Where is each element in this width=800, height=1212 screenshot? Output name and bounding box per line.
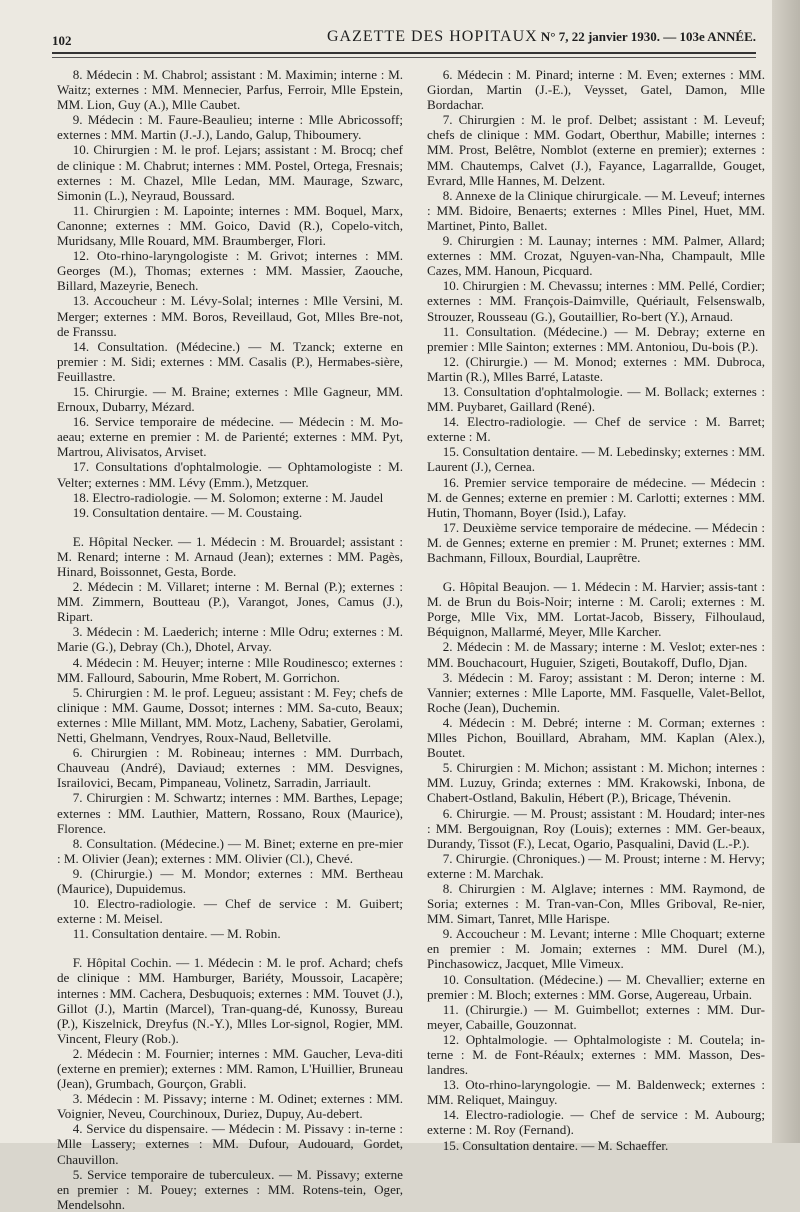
service-paragraph: 6. Médecin : M. Pinard; interne : M. Even; externes : MM. Giordan, Martin (J.-E.), Veysset, Gatel, Damon, Mlle Bordachar. — [427, 67, 765, 113]
service-paragraph: 9. Accoucheur : M. Levant; interne : Mlle Choquart; externe en premier : M. Jomain; externes : MM. Durel (M.), Pinchasowicz, Jacquet, Mlle Vimeux. — [427, 926, 765, 972]
service-paragraph: 9. Médecin : M. Faure-Beaulieu; interne : Mlle Abricossoff; externes : MM. Martin (J.-J.), Lando, Galup, Thiboumery. — [57, 112, 403, 143]
page-number: 102 — [52, 33, 72, 48]
service-paragraph: 7. Chirurgien : M. Schwartz; internes : MM. Barthes, Lepage; externes : MM. Lauthier, Mattern, Rossano, Roux (Maurice), Florence. — [57, 790, 403, 836]
service-paragraph: 11. (Chirurgie.) — M. Guimbellot; externes : MM. Dur-meyer, Cabaille, Gouzonnat. — [427, 1001, 765, 1032]
service-paragraph: 9. Chirurgien : M. Launay; internes : MM. Palmer, Allard; externes : MM. Crozat, Nguyen-van-Nha, Champault, Mlle Cazes, MM. Hanoun, Picquard. — [427, 233, 765, 279]
service-paragraph: 8. Annexe de la Clinique chirurgicale. — M. Leveuf; internes : MM. Bidoire, Benaerts; externes : Mlles Pinel, Huet, MM. Martinet, Pinto, Ballet. — [427, 187, 765, 233]
service-paragraph: 12. Oto-rhino-laryngologiste : M. Grivot; internes : MM. Georges (M.), Thomas; externes : MM. Massier, Zaouche, Billard, Mazeyrie, Benech. — [57, 248, 403, 294]
service-paragraph: 8. Chirurgien : M. Alglave; internes : MM. Raymond, de Soria; externes : M. Tran-van-Con, Mlles Griboval, Re-nier, MM. Simart, Tanret, Mlle Harispe. — [427, 880, 765, 927]
service-paragraph: 6. Chirurgie. — M. Proust; assistant : M. Houdard; inter-nes : MM. Bergouignan, Roy (Louis); externes : MM. Ger-beaux, Durandy, Tissot (F.), Lecat, Ogario, Pasqualini, David (L.-P.). — [427, 805, 765, 851]
service-paragraph: 11. Consultation dentaire. — M. Robin. — [72, 926, 281, 942]
header-rule — [52, 52, 756, 54]
service-paragraph: 16. Premier service temporaire de médecine. — Médecin : M. de Gennes; externe en premier : M. Carlotti; externes : MM. Hutin, Thomann, Boyer (Isid.), Lafay. — [427, 474, 765, 520]
service-paragraph: 2. Médecin : M. Villaret; interne : M. Bernal (P.); externes : MM. Zimmern, Boutteau (P.), Varangot, Jones, Camus (J.), Ripart. — [57, 579, 403, 625]
service-paragraph: 13. Oto-rhino-laryngologie. — M. Baldenweck; externes : MM. Reliquet, Mainguy. — [427, 1077, 765, 1108]
service-paragraph: 5. Chirurgien : M. Michon; assistant : M. Michon; internes : MM. Luzuy, Grinda; externes : MM. Krakowski, Inbona, de Chabert-Ostland, Bakulin, Hébert (P.), Bricage, Thévenin. — [427, 760, 765, 806]
service-paragraph: 15. Chirurgie. — M. Braine; externes : Mlle Gagneur, MM. Ernoux, Dubarry, Mézard. — [57, 383, 403, 415]
service-paragraph: 2. Médecin : M. de Massary; interne : M. Veslot; exter-nes : MM. Bouchacourt, Huguier, Szigeti, Boutakoff, Duflo, Djan. — [427, 639, 765, 670]
service-paragraph: 18. Electro-radiologie. — M. Solomon; externe : M. Jaudel — [72, 489, 384, 505]
service-paragraph: 12. (Chirurgie.) — M. Monod; externes : MM. Dubroca, Martin (R.), Mlles Barré, Lataste. — [427, 353, 765, 384]
service-paragraph: 8. Consultation. (Médecine.) — M. Binet; externe en pre-mier : M. Olivier (Jean); externes : MM. Olivier (Cl.), Chevé. — [57, 835, 403, 866]
service-paragraph: 14. Electro-radiologie. — Chef de service : M. Barret; externe : M. — [427, 414, 765, 445]
service-paragraph: 11. Chirurgien : M. Lapointe; internes : MM. Boquel, Marx, Canonne; externes : MM. Goico, David (R.), Copelo-vitch, Muridsany, Mlle Rouard, MM. Braumberger, Flori. — [57, 202, 403, 249]
service-paragraph: 4. Médecin : M. Heuyer; interne : Mlle Roudinesco; externes : MM. Fallourd, Sabourin, Mme Robert, M. Gorrichon. — [57, 654, 403, 685]
service-paragraph: 5. Chirurgien : M. le prof. Legueu; assistant : M. Fey; chefs de clinique : MM. Gaume, Dossot; internes : MM. Sa-cuto, Beaux; externes : Mlle Millant, MM. Motz, Lacheny, Sabatier, Gerolami, Netti, Ghelmann, Vendryes, Roux-Naud, Belletville. — [57, 684, 403, 746]
journal-title: GAZETTE DES HOPITAUX — [327, 28, 538, 45]
service-paragraph: 12. Ophtalmologie. — Ophtalmologiste : M. Coutela; in-terne : M. de Font-Réaulx; externes : MM. Masson, Des-landres. — [427, 1031, 765, 1078]
right-column — [427, 67, 765, 1153]
page-header — [52, 28, 756, 50]
header-rule-thin — [52, 57, 756, 58]
issue-info: N° 7, 22 janvier 1930. — 103e ANNÉE. — [540, 29, 756, 44]
service-paragraph: 6. Chirurgien : M. Robineau; internes : MM. Durrbach, Chauveau (André), Daviaud; externes : MM. Desvignes, Israilovici, Becam, Pimpaneau, Volinetz, Sarradin, Jarriault. — [57, 745, 403, 791]
service-paragraph: 3. Médecin : M. Laederich; interne : Mlle Odru; externes : M. Marie (G.), Debray (Ch.), Dhotel, Arvay. — [57, 624, 403, 655]
service-paragraph: 14. Electro-radiologie. — Chef de service : M. Aubourg; externe : M. Roy (Fernand). — [427, 1107, 765, 1138]
service-paragraph: 10. Chirurgien : M. le prof. Lejars; assistant : M. Brocq; chef de clinique : M. Chabrut; internes : MM. Postel, Ortega, Fresnais; externes : M. Chazel, Mlle Ledan, MM. Maurage, Szwarc, Simonin (L.), Neyraud, Boussard. — [57, 142, 403, 203]
page-edge — [772, 0, 800, 1143]
service-paragraph: 3. Médecin : M. Pissavy; interne : M. Odinet; externes : MM. Voignier, Neveu, Courchinoux, Duriez, Dupuy, Au-debert. — [57, 1091, 403, 1122]
hospital-section-paragraph: E. Hôpital Necker. — 1. Médecin : M. Brouardel; assistant : M. Renard; interne : M. Arnaud (Jean); externes : MM. Pagès, Hinard, Boissonnet, Gesta, Borde. — [57, 533, 403, 579]
left-column — [57, 67, 403, 1212]
service-paragraph: 16. Service temporaire de médecine. — Médecin : M. Mo-aeau; externe en premier : M. de Parienté; externes : MM. Pyt, Martrou, Alivisatos, Arviset. — [57, 414, 403, 460]
service-paragraph: 14. Consultation. (Médecine.) — M. Tzanck; externe en premier : M. Sidi; externes : MM. Casalis (P.), Hermabes-sière, Feuillastre. — [57, 338, 403, 384]
service-paragraph: 13. Accoucheur : M. Lévy-Solal; internes : Mlle Versini, M. Merger; externes : MM. Boros, Reveillaud, Got, Mlles Bre-not, de Franssu. — [57, 293, 403, 339]
service-paragraph: 17. Deuxième service temporaire de médecine. — Médecin : M. de Gennes; externe en premier : M. Prunet; externes : MM. Bachmann, Filloux, Bourdial, Lauprêtre. — [427, 519, 765, 565]
service-paragraph: 5. Service temporaire de tuberculeux. — M. Pissavy; externe en premier : M. Pouey; externes : MM. Rotens-tein, Oger, Mendelsohn. — [57, 1166, 403, 1212]
service-paragraph: 10. Consultation. (Médecine.) — M. Chevallier; externe en premier : M. Bloch; externes : MM. Gorse, Augereau, Urbain. — [427, 971, 765, 1002]
service-paragraph: 13. Consultation d'ophtalmologie. — M. Bollack; externes : MM. Puybaret, Gaillard (René). — [427, 383, 765, 415]
service-paragraph: 17. Consultations d'ophtalmologie. — Ophtamologiste : M. Velter; externes : MM. Lévy (Emm.), Metzquer. — [57, 459, 403, 490]
service-paragraph: 10. Electro-radiologie. — Chef de service : M. Guibert; externe : M. Meisel. — [57, 896, 403, 927]
hospital-section-paragraph: F. Hôpital Cochin. — 1. Médecin : M. le prof. Achard; chefs de clinique : MM. Hamburger, Bariéty, Moussoir, Lacapère; internes : MM. Cachera, Desbuquois; externes : MM. Touvet (J.), Gillot (J.), Martin (Marcel), Tran-quang-dé, Kunossy, Bureau (P.), Kiszelnick, Dreyfus (N.-Y.), Mlles Lor-signol, Rogier, MM. Vincent, Fleury (Rob.). — [57, 955, 403, 1046]
service-paragraph: 2. Médecin : M. Fournier; internes : MM. Gaucher, Leva-diti (externe en premier); externes : MM. Ramon, L'Huillier, Bruneau (Jean), Grumbach, Gourçon, Grabli. — [57, 1045, 403, 1092]
service-paragraph: 7. Chirurgie. (Chroniques.) — M. Proust; interne : M. Hervy; externe : M. Marchak. — [427, 850, 765, 881]
service-paragraph: 9. (Chirurgie.) — M. Mondor; externes : MM. Bertheau (Maurice), Dupuidemus. — [57, 865, 403, 896]
service-paragraph: 4. Service du dispensaire. — Médecin : M. Pissavy : in-terne : Mlle Lassery; externes : MM. Dufour, Audouard, Gordet, Chauvillon. — [57, 1121, 403, 1167]
service-paragraph: 4. Médecin : M. Debré; interne : M. Corman; externes : Mlles Pichon, Bouillard, Abraham, MM. Kaplan (Alex.), Boutet. — [427, 714, 765, 761]
service-paragraph: 15. Consultation dentaire. — M. Schaeffer. — [442, 1137, 669, 1153]
hospital-section-paragraph: G. Hôpital Beaujon. — 1. Médecin : M. Harvier; assis-tant : M. de Brun du Bois-Noir; interne : M. Caroli; externes : M. Porge, Mlle Vix, MM. Lortat-Jacob, Bissery, Filhoulaud, Béquignon, Mallarmé, Meyer, Mlle Karcher. — [427, 579, 765, 640]
service-paragraph: 8. Médecin : M. Chabrol; assistant : M. Maximin; interne : M. Waitz; externes : MM. Mennecier, Parfus, Ferroir, Mlle Epstein, MM. Lion, Guy (A.), Mlle Caubet. — [57, 67, 403, 113]
service-paragraph: 19. Consultation dentaire. — M. Coustaing. — [72, 504, 303, 520]
service-paragraph: 3. Médecin : M. Faroy; assistant : M. Deron; interne : M. Vannier; externes : Mlle Laporte, MM. Fasquelle, Valet-Bellot, Roche (Jean), Duchemin. — [427, 669, 765, 715]
service-paragraph: 11. Consultation. (Médecine.) — M. Debray; externe en premier : Mlle Sainton; externes : MM. Antoniou, Du-bois (P.). — [427, 323, 765, 354]
service-paragraph: 10. Chirurgien : M. Chevassu; internes : MM. Pellé, Cordier; externes : MM. François-Daimville, Quériault, Felsenswalb, Strouzer, Rousseau (G.), Goutaillier, Ro-bert (Y.), Arnaud. — [427, 278, 765, 324]
service-paragraph: 15. Consultation dentaire. — M. Lebedinsky; externes : MM. Laurent (J.), Cernea. — [427, 444, 765, 475]
service-paragraph: 7. Chirurgien : M. le prof. Delbet; assistant : M. Leveuf; chefs de clinique : MM. Godart, Oberthur, Mabille; internes : MM. Prost, Belêtre, Nomblot (externe en premier); externes : MM. Chautemps, Calvet (J.), Fayance, Lagarrallde, Gouget, Evrard, Mlle Hannes, M. Delzent. — [427, 112, 765, 188]
